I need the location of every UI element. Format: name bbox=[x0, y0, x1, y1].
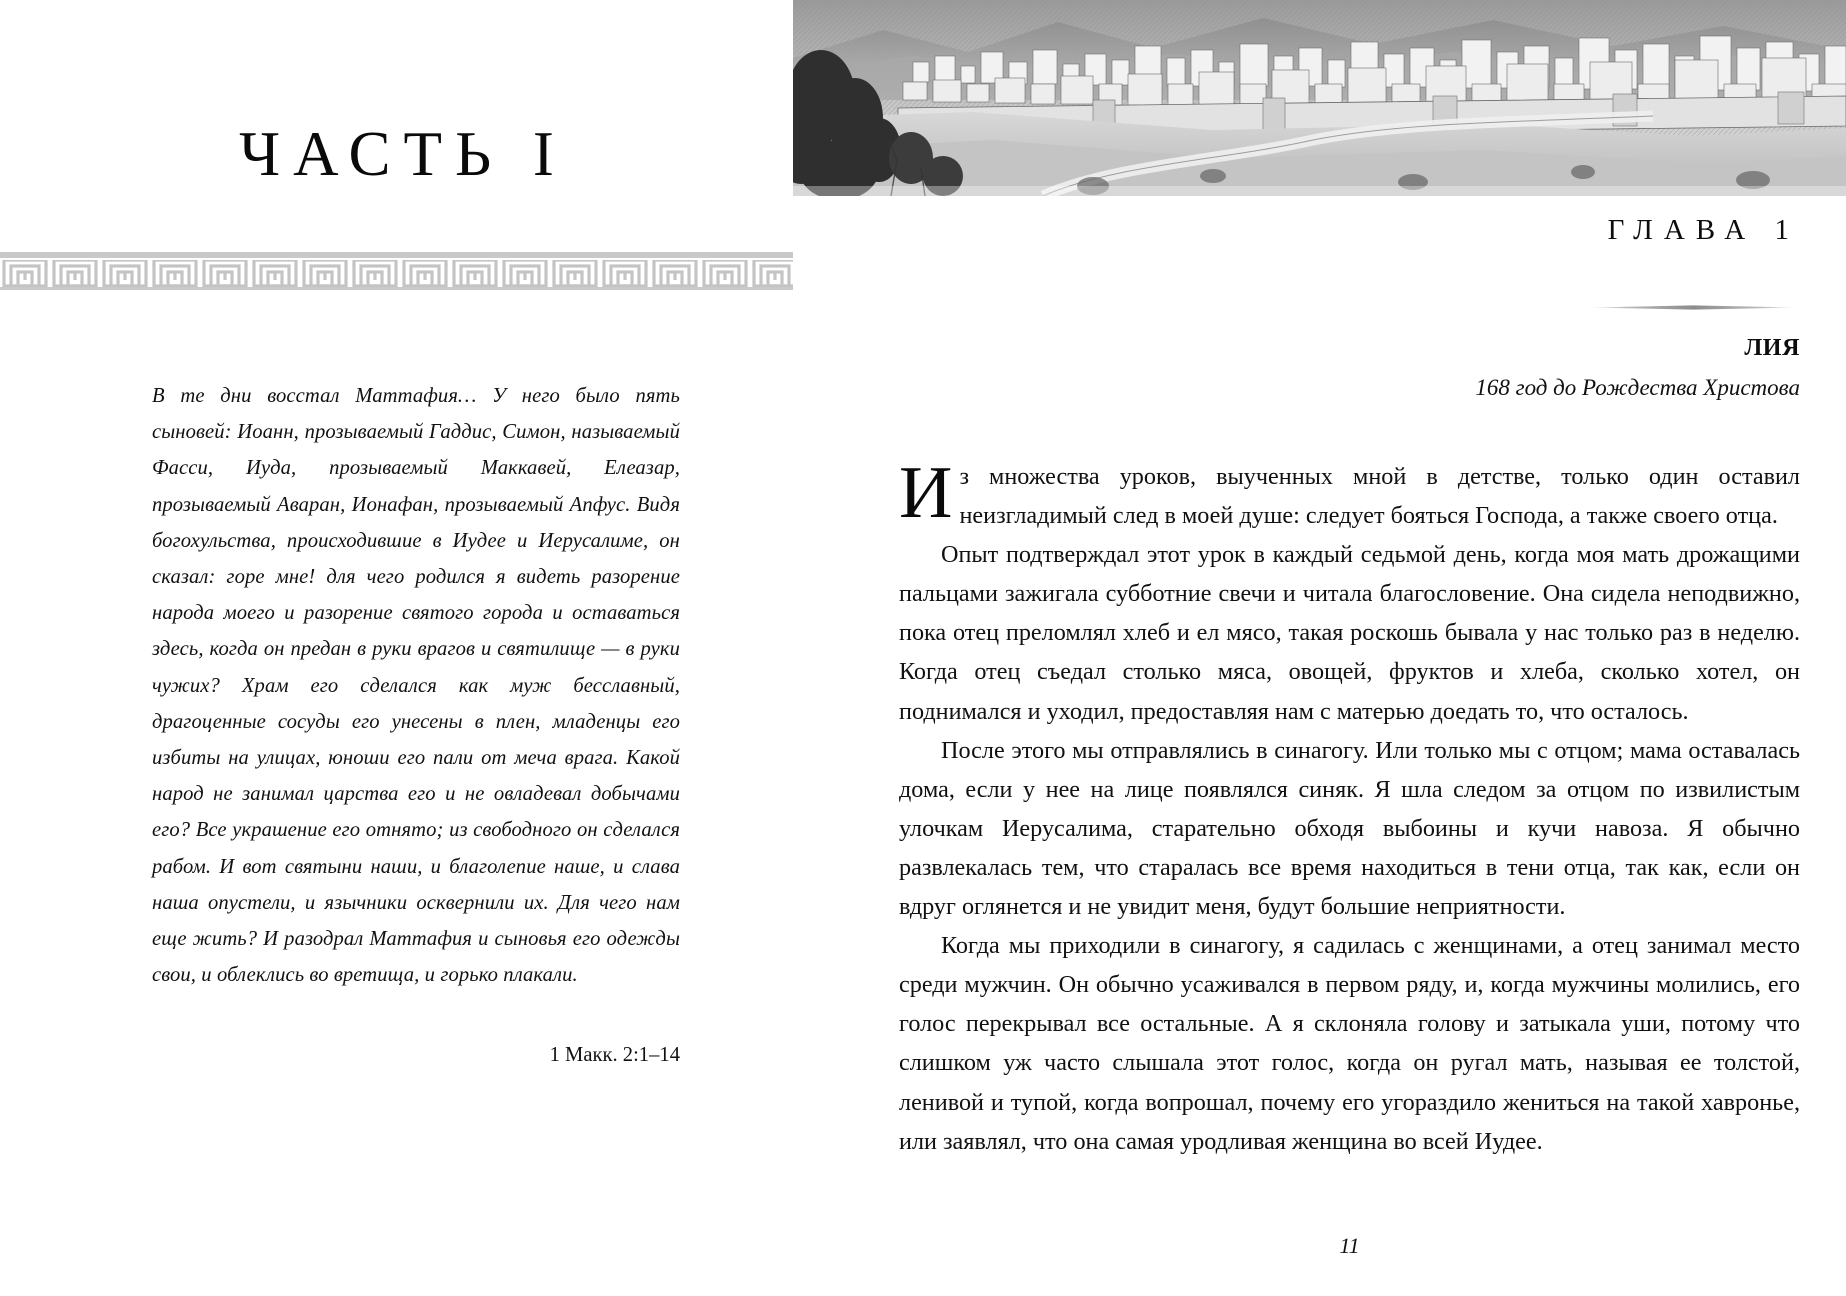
left-page bbox=[0, 0, 793, 1296]
section-heading: ЛИЯ bbox=[1744, 335, 1800, 361]
page-title: ЧАСТЬ I bbox=[239, 119, 567, 189]
paragraph bbox=[899, 926, 1800, 1161]
paragraph bbox=[899, 535, 1800, 730]
greek-key-meander-band bbox=[0, 252, 793, 290]
right-page bbox=[793, 0, 1846, 1296]
drop-cap: И bbox=[899, 452, 953, 534]
paragraph-text: з множества уроков, выученных мной в детстве, только один оставил неизгладимый след в моей душе: следует бояться Господа, а также своего отца. bbox=[959, 463, 1800, 530]
section-date: 168 год до Рождества Христова bbox=[1475, 375, 1800, 400]
paragraph-first bbox=[899, 452, 1800, 535]
paragraph-text: Опыт подтверждал этот урок в каждый седьмой день, когда моя мать дрожащими пальцами зажигала субботние свечи и читала благословение. Она сидела неподвижно, пока отец преломлял хлеб и ел мясо, такая роскошь бывала у нас только раз в неделю. Когда отец съедал столько мяса, овощей, фруктов и хлеба, сколько хотел, он поднимался и уходил, предоставляя нам с матерью доедать то, что осталось. bbox=[899, 541, 1800, 725]
decorative-rule-icon bbox=[1587, 305, 1800, 310]
paragraph-text: Когда мы приходили в синагогу, я садилась с женщинами, а отец занимал место среди мужчин. Он обычно усаживался в первом ряду, и, когда мужчины молились, его голос перекрывал все остальные. А я склоняла голову и затыкала уши, потому что слишком уж часто слышала этот голос, когда он ругал мать, называя ее толстой, ленивой и тупой, когда вопрошал, почему его угораздило жениться на такой хавронье, или заявлял, что она самая уродливая женщина во всей Иудее. bbox=[899, 932, 1800, 1155]
epigraph-text: В те дни восстал Маттафия… У него было пять сыновей: Иоанн, прозываемый Гаддис, Симон, называемый Фасси, Иуда, прозываемый Маккавей, Елеазар, прозываемый Аваран, Ионафан, прозываемый Апфус. Видя богохульства, происходившие в Иудее и Иерусалиме, он сказал: горе мне! для чего родился я видеть разорение народа моего и разорение святого города и оставаться здесь, когда он предан в руки врагов и святилище — в руки чужих? Храм его сделался как муж бесславный, драгоценные сосуды его унесены в плен, младенцы его избиты на улицах, юноши его пали от меча врага. Какой народ не занимал царства его и не овладевал добычами его? Все украшение его отнято; из свободного он сделался рабом. И вот святыни наши, и благолепие наше, и слава наша опустели, и язычники осквернили их. Для чего нам еще жить? И разодрал Маттафия и сыновья его одежды свои, и облеклись во вретища, и горько плакали. bbox=[152, 385, 680, 987]
page-number: 11 bbox=[1339, 1233, 1360, 1258]
chapter-label: ГЛАВА 1 bbox=[1607, 214, 1800, 246]
epigraph-source: 1 Макк. 2:1–14 bbox=[549, 1044, 680, 1066]
body-text bbox=[899, 452, 1800, 1161]
ancient-jerusalem-panorama-engraving bbox=[793, 0, 1846, 196]
paragraph-text: После этого мы отправлялись в синагогу. Или только мы с отцом; мама оставалась дома, если у нее на лице появлялся синяк. Я шла следом за отцом по извилистым улочкам Иерусалима, старательно обходя выбоины и кучи навоза. Я обычно развлекалась тем, что старалась все время находиться в тени отца, так как, если он вдруг оглянется и не увидит меня, будут большие неприятности. bbox=[899, 736, 1800, 921]
paragraph bbox=[899, 731, 1800, 926]
